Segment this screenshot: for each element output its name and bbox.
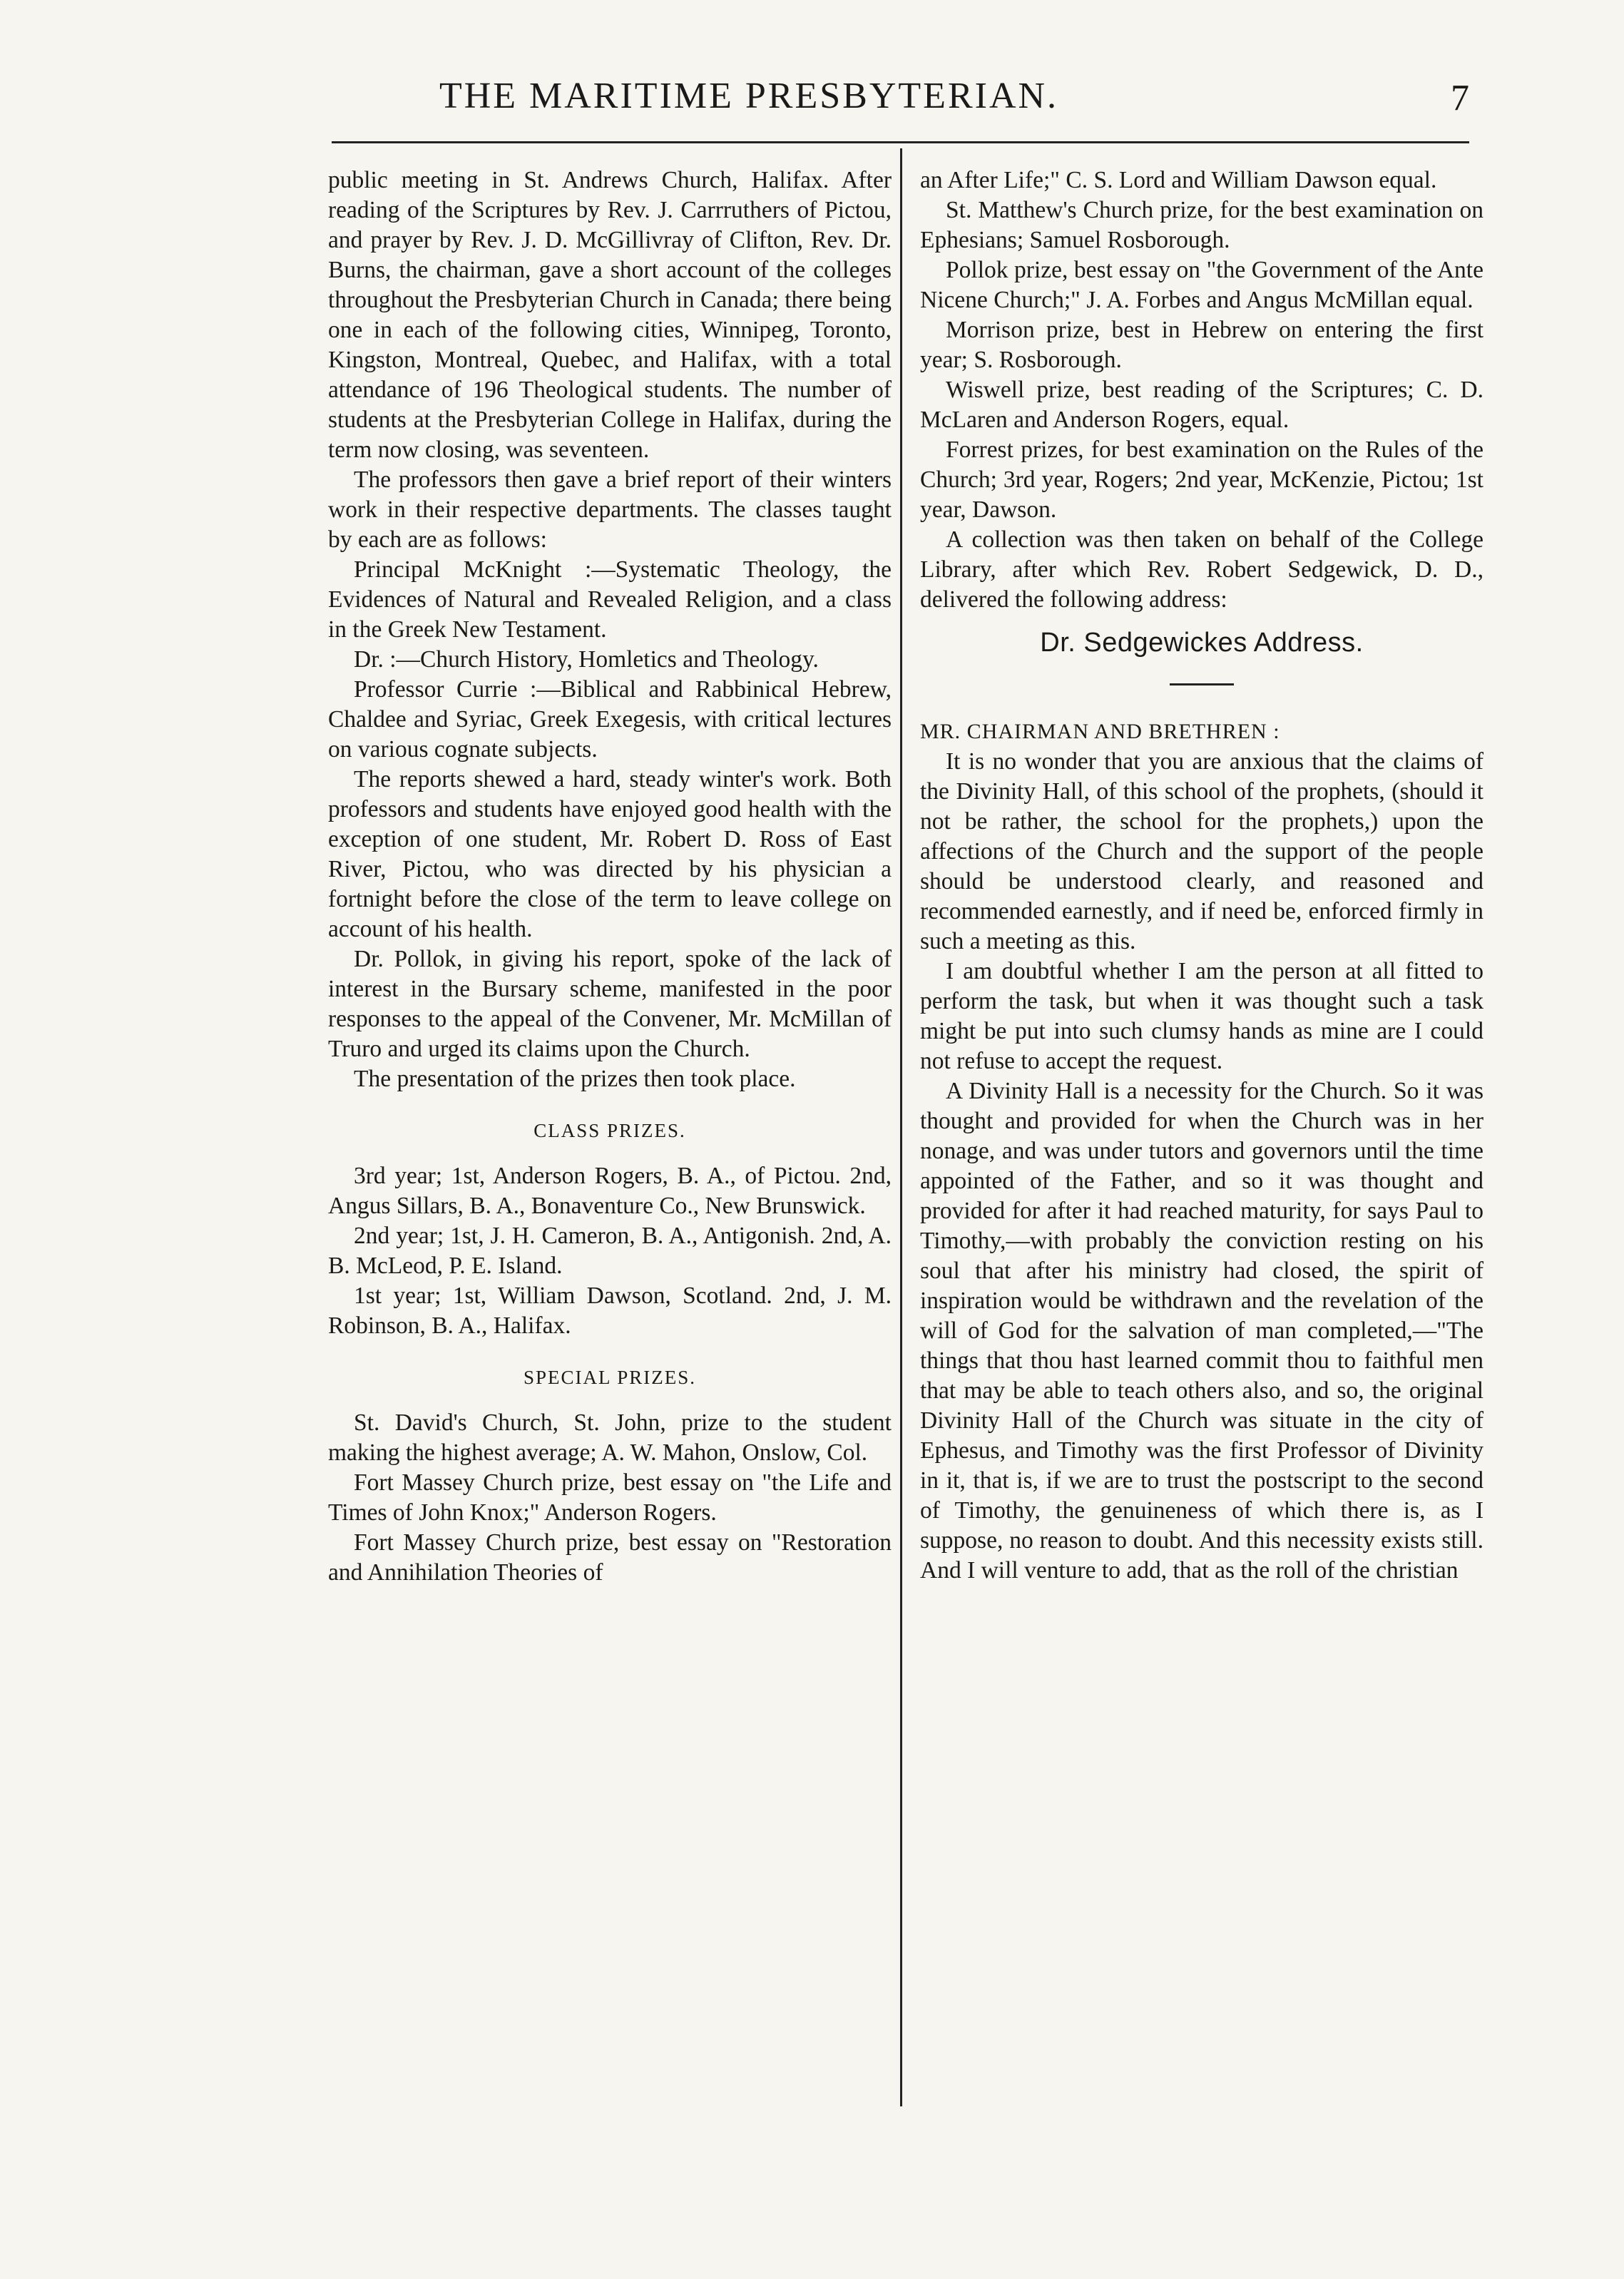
- address-paragraph-2: I am doubtful whether I am the person at all fitted to perform the task, but when it was thought such a task might be put into such clumsy hands as mine are I could not refuse to accept the request.: [920, 958, 1483, 1074]
- special-prize-st-davids: St. David's Church, St. John, prize to the student making the highest average; A. W. Mahon, Onslow, Col.: [328, 1409, 892, 1466]
- address-paragraph-1: It is no wonder that you are anxious that the claims of the Divinity Hall, of this school of the prophets, (should it not be rather, the school for the prophets,) upon the affections of the Church and the support of the people should be understood clearly, and reasoned and recommended earnestly, and if need be, enforced firmly in such a meeting as this.: [920, 748, 1483, 954]
- short-rule: [1170, 683, 1234, 685]
- special-prize-fort-massey-restoration: Fort Massey Church prize, best essay on "Restoration and Annihilation Theories of: [328, 1529, 892, 1586]
- running-header: THE MARITIME PRESBYTERIAN.: [439, 76, 1059, 116]
- special-prize-wiswell: Wiswell prize, best reading of the Scriptures; C. D. McLaren and Anderson Rogers, equal.: [920, 377, 1483, 433]
- salutation: MR. CHAIRMAN AND BRETHREN :: [920, 720, 1280, 743]
- paragraph-professors-report: The professors then gave a brief report of their winters work in their respective departments. The classes taught by each are as follows:: [328, 466, 892, 553]
- special-prize-morrison: Morrison prize, best in Hebrew on entering the first year; S. Rosborough.: [920, 317, 1483, 373]
- right-column: [920, 165, 1483, 1586]
- special-prize-fort-massey-knox: Fort Massey Church prize, best essay on "the Life and Times of John Knox;" Anderson Rogers.: [328, 1469, 892, 1526]
- paragraph-after-life: an After Life;" C. S. Lord and William Dawson equal.: [920, 167, 1437, 193]
- paragraph-dr-church-history: Dr. :—Church History, Homletics and Theology.: [354, 646, 819, 673]
- class-prizes-heading: CLASS PRIZES.: [533, 1120, 686, 1141]
- address-paragraph-3: A Divinity Hall is a necessity for the Church. So it was thought and provided for when the Church was in her nonage, and was under tutors and governors until the time appointed of the Father, and so it was thought and provided for after it had reached maturity, for says Paul to Timothy,—with probably the conviction resting on his soul that after his ministry had closed, the spirit of inspiration would be withdrawn and the revelation of the will of God for the salvation of man completed,—"The things that thou hast learned commit thou to faithful men that may be able to teach others also, and so, the original Divinity Hall of the Church was situate in the city of Ephesus, and Timothy was the first Professor of Divinity in it, that is, if we are to trust the postscript to the second of Timothy, the genuineness of which there is, as I suppose, no reason to doubt. And this necessity exists still. And I will venture to add, that as the roll of the christian: [920, 1078, 1483, 1584]
- paragraph-dr-pollok: Dr. Pollok, in giving his report, spoke of the lack of interest in the Bursary scheme, manifested in the poor responses to the appeal of the Convener, Mr. McMillan of Truro and urged its claims upon the Church.: [328, 946, 892, 1062]
- column-divider: [900, 148, 902, 2106]
- special-prize-st-matthews: St. Matthew's Church prize, for the best examination on Ephesians; Samuel Rosborough.: [920, 197, 1483, 253]
- paragraph-reports: The reports shewed a hard, steady winter's work. Both professors and students have enjoyed good health with the exception of one student, Mr. Robert D. Ross of East River, Pictou, who was directed by his physician a fortnight before the close of the term to leave college on account of his health.: [328, 766, 892, 942]
- paragraph-principal-mcknight: Principal McKnight :—Systematic Theology, the Evidences of Natural and Revealed Religion, and a class in the Greek New Testament.: [328, 556, 892, 643]
- paragraph-professor-currie: Professor Currie :—Biblical and Rabbinical Hebrew, Chaldee and Syriac, Greek Exegesis, with critical lectures on various cognate subjects.: [328, 676, 892, 763]
- left-column: [328, 165, 892, 1588]
- special-prizes-heading: SPECIAL PRIZES.: [523, 1367, 697, 1388]
- special-prize-pollok: Pollok prize, best essay on "the Government of the Ante Nicene Church;" J. A. Forbes and Angus McMillan equal.: [920, 257, 1483, 313]
- header-rule: [332, 141, 1469, 143]
- address-title: Dr. Sedgewickes Address.: [1040, 628, 1364, 658]
- paragraph-public-meeting: public meeting in St. Andrews Church, Halifax. After reading of the Scriptures by Rev. J. Carrruthers of Pictou, and prayer by Rev. J. D. McGillivray of Clifton, Rev. Dr. Burns, the chairman, gave a short account of the colleges throughout the Presbyterian Church in Canada; there being one in each of the following cities, Winnipeg, Toronto, Kingston, Montreal, Quebec, and Halifax, with a total attendance of 196 Theological students. The number of students at the Presbyterian College in Halifax, during the term now closing, was seventeen.: [328, 167, 892, 463]
- page-number: 7: [1451, 78, 1469, 118]
- class-prize-1st-year: 1st year; 1st, William Dawson, Scotland. 2nd, J. M. Robinson, B. A., Halifax.: [328, 1283, 892, 1339]
- class-prize-3rd-year: 3rd year; 1st, Anderson Rogers, B. A., of Pictou. 2nd, Angus Sillars, B. A., Bonaventure Co., New Brunswick.: [328, 1163, 892, 1219]
- paragraph-collection: A collection was then taken on behalf of the College Library, after which Rev. Robert Sedgewick, D. D., delivered the following address:: [920, 526, 1483, 613]
- paragraph-presentation: The presentation of the prizes then took place.: [354, 1066, 796, 1092]
- class-prize-2nd-year: 2nd year; 1st, J. H. Cameron, B. A., Antigonish. 2nd, A. B. McLeod, P. E. Island.: [328, 1223, 892, 1279]
- special-prize-forrest: Forrest prizes, for best examination on the Rules of the Church; 3rd year, Rogers; 2nd year, McKenzie, Pictou; 1st year, Dawson.: [920, 437, 1483, 523]
